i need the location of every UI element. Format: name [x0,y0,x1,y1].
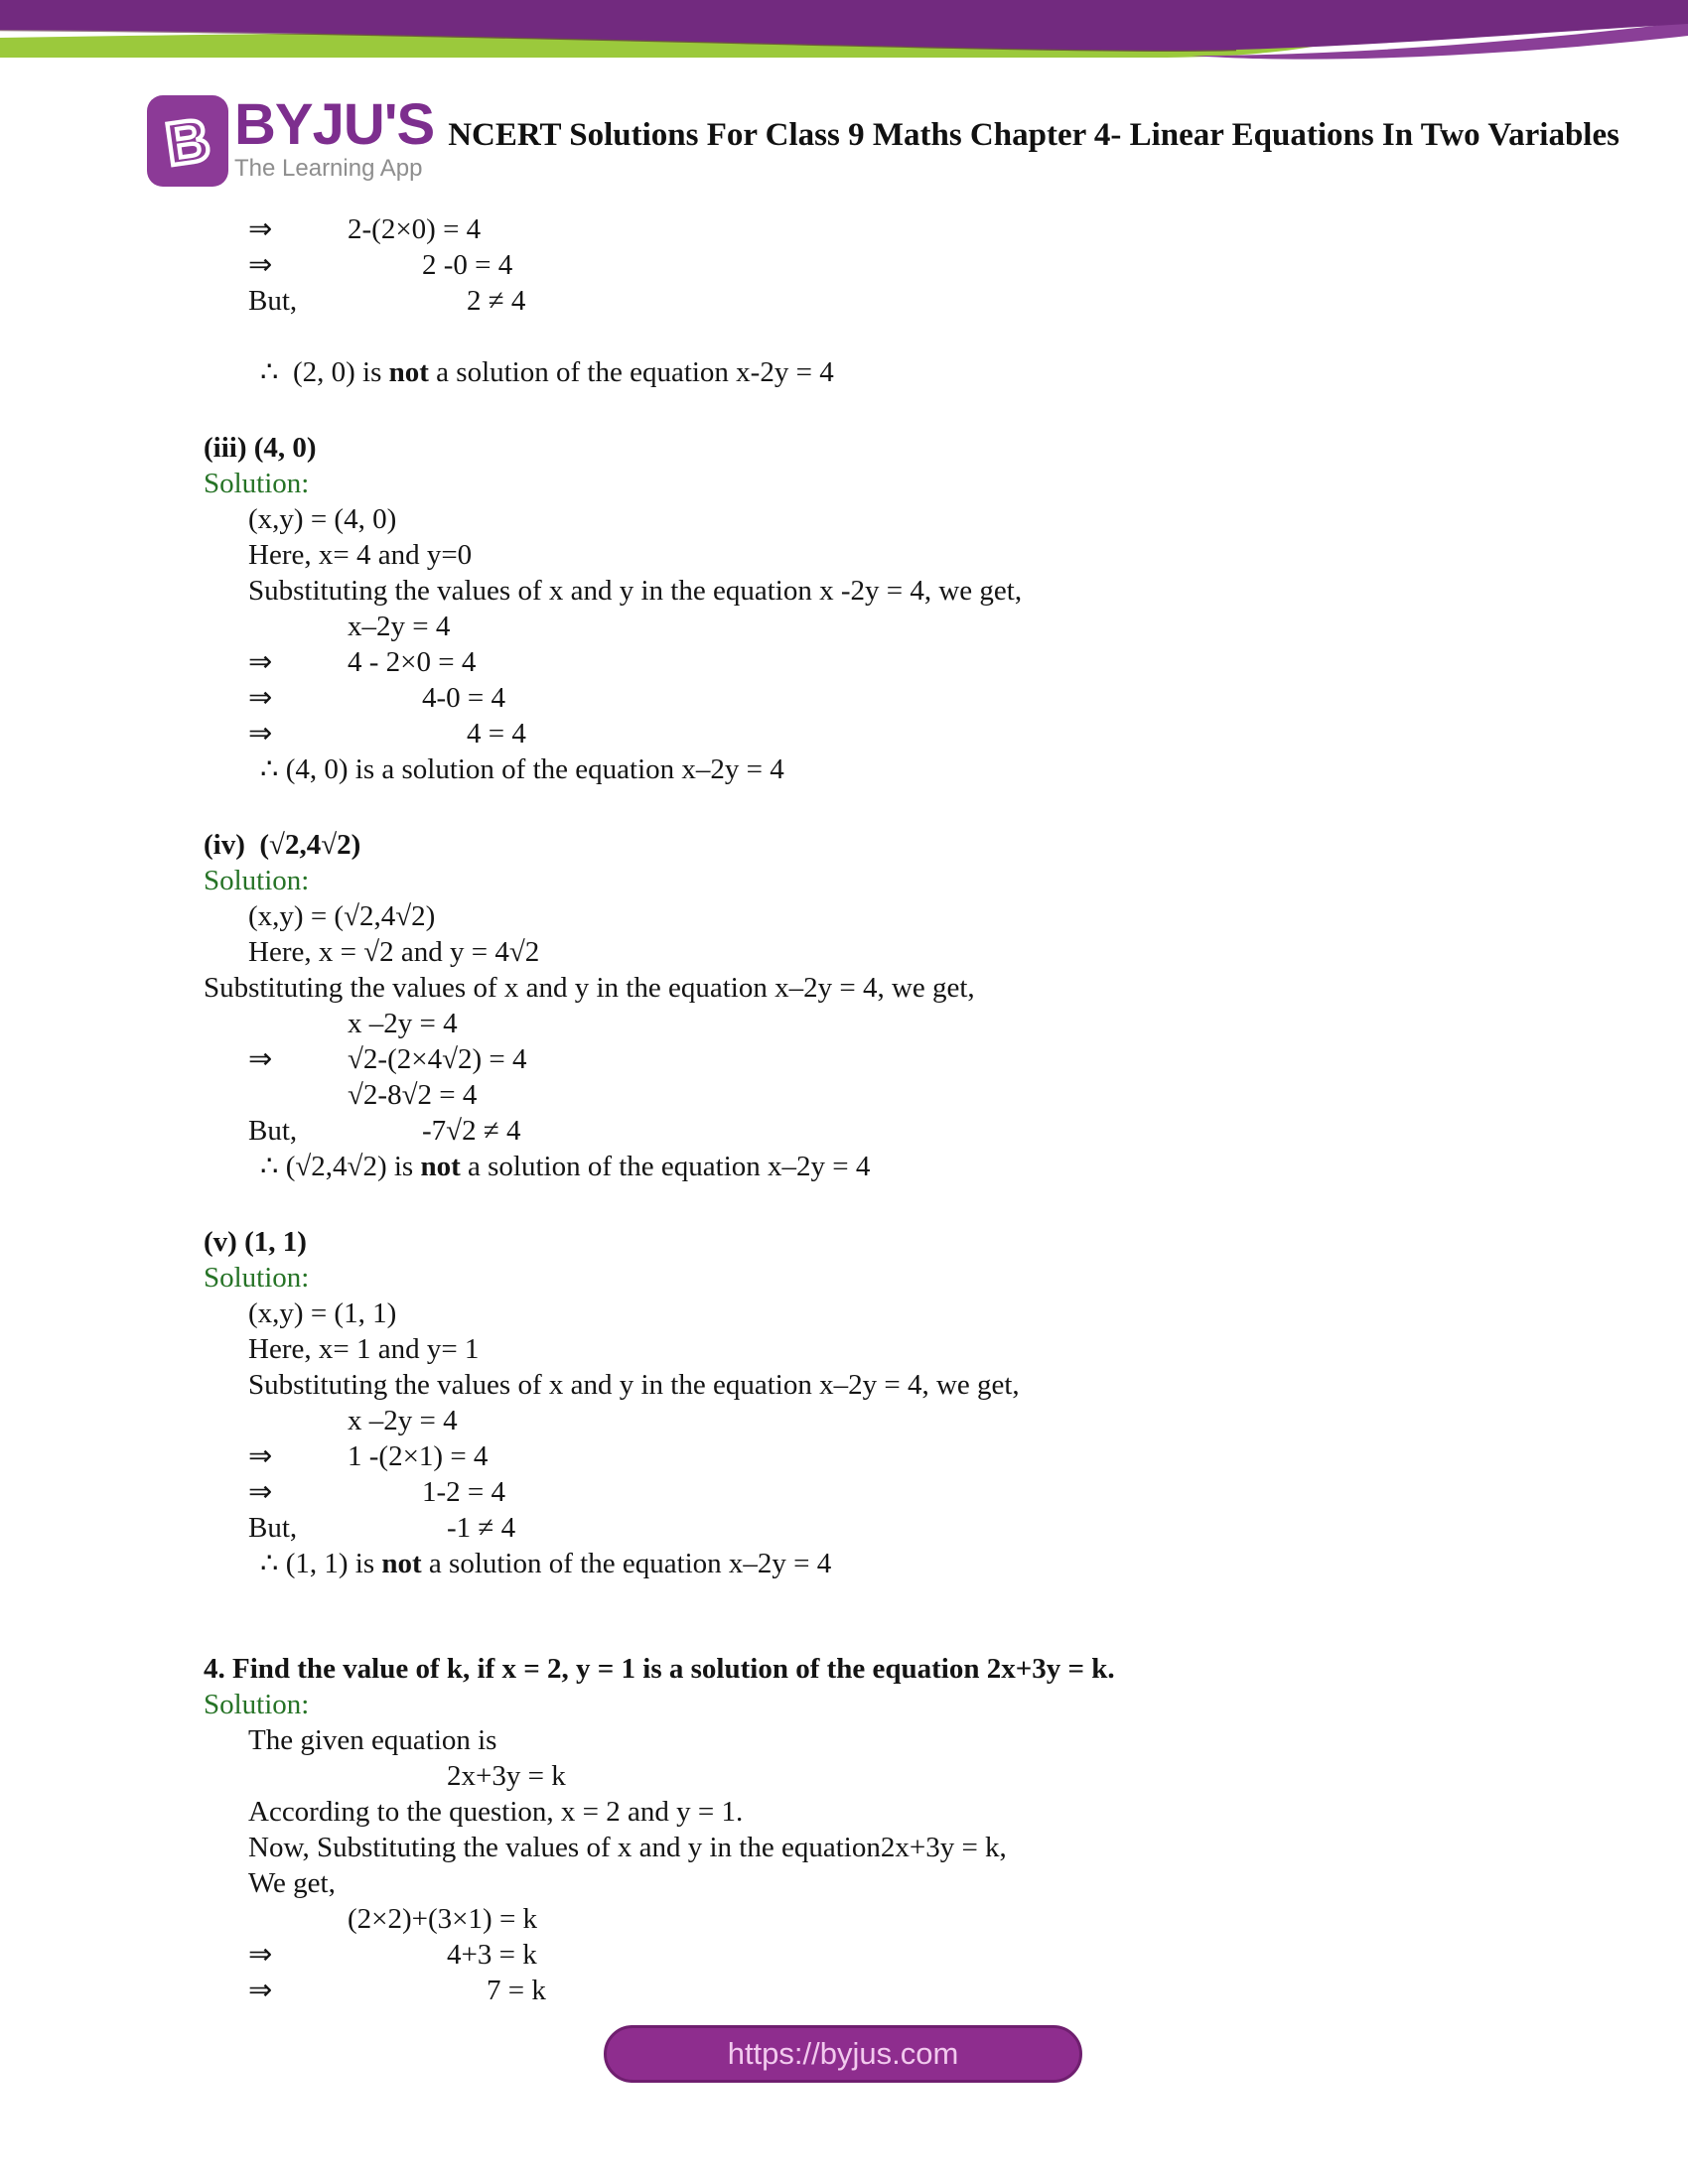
part-iv-heading: (iv) (√2,4√2) [204,829,361,861]
but-label: But, [248,1512,298,1544]
header-brand-row [147,92,1619,187]
but-label: But, [248,285,298,317]
but-label: But, [248,1115,298,1147]
logo-text [234,92,435,183]
part-v-heading: (v) (1, 1) [204,1226,307,1258]
implies-arrow-icon: ⇒ [248,249,273,281]
brand-tagline: The Learning App [234,155,423,182]
implies-arrow-icon: ⇒ [248,718,273,750]
page-title: NCERT Solutions For Class 9 Maths Chapter 4- Linear Equations In Two Variables [448,116,1619,153]
body-line: Now, Substituting the values of x and y in the equation2x+3y = k, [248,1832,1007,1863]
solution-label: Solution: [204,865,310,896]
equation-line: ⇒ 4 = 4 [248,718,526,750]
body-line: (x,y) = (1, 1) [248,1297,397,1329]
implies-arrow-icon: ⇒ [248,646,273,678]
byjus-url-button[interactable] [604,2025,1082,2083]
solution-label: Solution: [204,468,310,499]
body-line: Here, x= 4 and y=0 [248,539,473,571]
implies-arrow-icon: ⇒ [248,213,273,245]
equation-line: ⇒ 2 -0 = 4 [248,249,513,281]
body-line: Substituting the values of x and y in the equation x–2y = 4, we get, [204,972,975,1004]
implies-arrow-icon: ⇒ [248,1440,273,1472]
implies-arrow-icon: ⇒ [248,1476,273,1508]
svg-text:B: B [161,105,214,179]
body-line: The given equation is [248,1724,497,1756]
body-line: Here, x= 1 and y= 1 [248,1333,480,1365]
equation-line: ⇒ 4-0 = 4 [248,682,506,714]
equation-line: x –2y = 4 [348,1008,458,1039]
implies-arrow-icon: ⇒ [248,682,273,714]
equation-line: x–2y = 4 [348,611,451,642]
byjus-url-text: https://byjus.com [727,2036,959,2071]
solutions-content [0,211,1688,2008]
body-line: Substituting the values of x and y in the equation x–2y = 4, we get, [248,1369,1020,1401]
conclusion-line: ∴ (4, 0) is a solution of the equation x–2y = 4 [260,753,784,785]
byjus-b-icon [147,95,228,187]
equation-line: But, -1 ≠ 4 [248,1512,516,1544]
conclusion-line: ∴ (2, 0) is not a solution of the equation x-2y = 4 [260,356,834,388]
equation-line: But, 2 ≠ 4 [248,285,526,317]
conclusion-line: ∴ (√2,4√2) is not a solution of the equation x–2y = 4 [260,1151,871,1182]
solution-label: Solution: [204,1689,310,1720]
equation-line: But, -7√2 ≠ 4 [248,1115,521,1147]
equation-line: ⇒ 1 -(2×1) = 4 [248,1440,489,1472]
byjus-logo [147,92,435,187]
equation-line: 2x+3y = k [447,1760,566,1792]
body-line: According to the question, x = 2 and y = 1. [248,1796,744,1828]
equation-line: ⇒ 1-2 = 4 [248,1476,506,1508]
equation-line: ⇒ 7 = k [248,1975,546,2006]
equation-line: x –2y = 4 [348,1405,458,1436]
conclusion-line: ∴ (1, 1) is not a solution of the equation x–2y = 4 [260,1548,832,1579]
implies-arrow-icon: ⇒ [248,1043,273,1075]
equation-line: ⇒ √2-(2×4√2) = 4 [248,1043,527,1075]
solution-label: Solution: [204,1262,310,1294]
implies-arrow-icon: ⇒ [248,1975,273,2006]
implies-arrow-icon: ⇒ [248,1939,273,1971]
equation-line: ⇒ 2-(2×0) = 4 [248,213,482,245]
body-line: We get, [248,1867,336,1899]
equation-line: ⇒ 4 - 2×0 = 4 [248,646,477,678]
equation-line: (2×2)+(3×1) = k [348,1903,538,1935]
question-4-heading: 4. Find the value of k, if x = 2, y = 1 is a solution of the equation 2x+3y = k. [204,1653,1115,1685]
body-line: Substituting the values of x and y in the equation x -2y = 4, we get, [248,575,1023,607]
body-line: (x,y) = (√2,4√2) [248,900,436,932]
body-line: (x,y) = (4, 0) [248,503,397,535]
equation-line: ⇒ 4+3 = k [248,1939,537,1971]
equation-line: √2-8√2 = 4 [348,1079,478,1111]
brand-name: BYJU'S [234,92,435,157]
body-line: Here, x = √2 and y = 4√2 [248,936,540,968]
part-iii-heading: (iii) (4, 0) [204,432,317,464]
